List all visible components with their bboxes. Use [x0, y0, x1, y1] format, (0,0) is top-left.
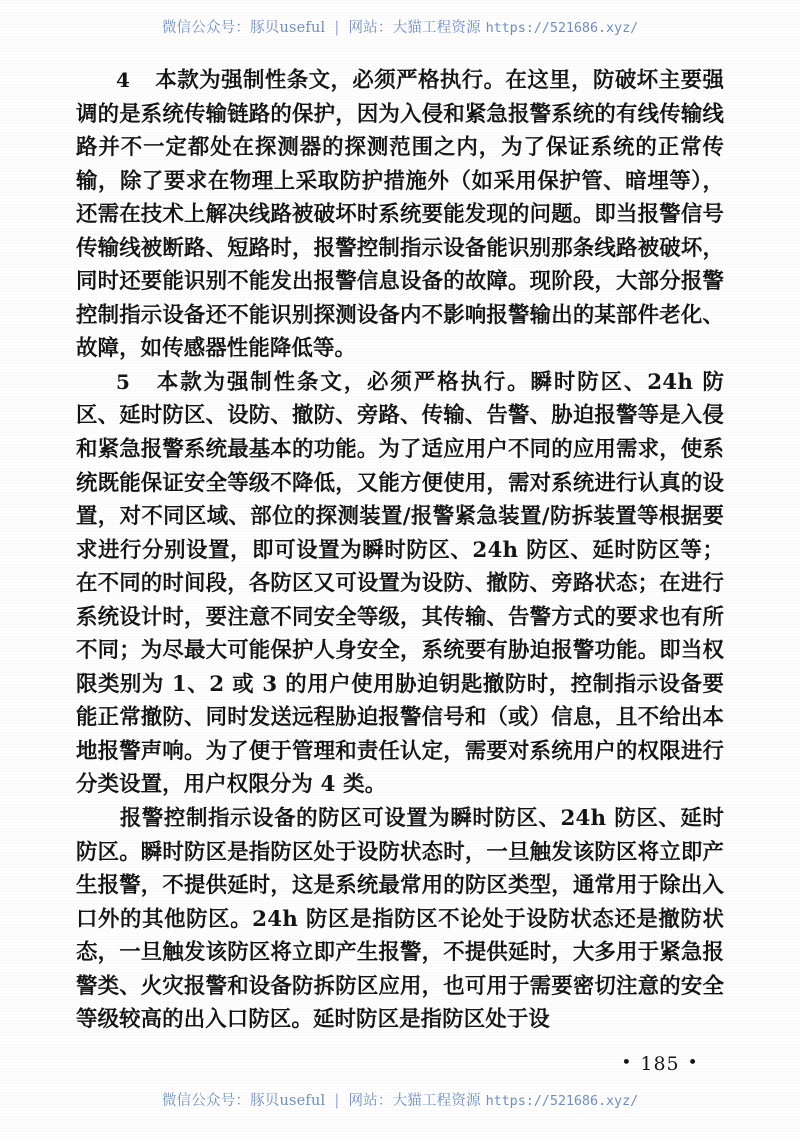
site-label: 网站： — [348, 20, 393, 36]
page-number-footer — [0, 1053, 800, 1075]
item-number: 4 — [116, 68, 131, 92]
wechat-label: 微信公众号： — [161, 20, 251, 36]
item-body: 本款为强制性条文，必须严格执行。在这里，防破坏主要强调的是系统传输链路的保护，因为入侵和紧急报警系统的有线传输线路并不一定都处在探测器的探测范围之内，为了保证系统的正常传输，除了要求在物理上采取防护措施外（如采用保护管、暗埋等），还需在技术上解决线路被破坏时系统要能发现的问题。即当报警信号传输线被断路、短路时，报警控制指示设备能识别那条线路被破坏，同时还要能识别不能发出报警信息设备的故障。现阶段，大部分报警控制指示设备还不能识别探测设备内不影响报警输出的某部件老化、故障，如传感器性能降低等。 — [76, 68, 724, 362]
closing-paragraph: 报警控制指示设备的防区可设置为瞬时防区、24h 防区、延时防区。瞬时防区是指防区处于设防状态时，一旦触发该防区将立即产生报警，不提供延时，这是系统最常用的防区类型，通常用于除出入口外的其他防区。24h 防区是指防区不论处于设防状态还是撤防状态，一旦触发该防区将立即产生报警，不提供延时，大多用于紧急报警类、火灾报警和设备防拆防区应用，也可用于需要密切注意的安全等级较高的出入口防区。延时防区是指防区处于设 — [76, 806, 724, 1033]
site-label: 网站： — [348, 1093, 393, 1109]
page-dot-right: • — [687, 1053, 699, 1073]
page-number-group — [613, 1053, 706, 1075]
watermark-footer — [0, 1089, 800, 1110]
wechat-account-name: 豚贝useful — [250, 1093, 326, 1109]
numbered-paragraph — [76, 366, 724, 802]
site-url: https://521686.xyz/ — [485, 1093, 639, 1109]
body-text-block — [76, 64, 724, 1037]
page-number: 185 — [640, 1053, 680, 1075]
site-name: 大猫工程资源 — [392, 20, 481, 36]
watermark-divider: | — [334, 20, 340, 36]
wechat-account-name: 豚贝useful — [250, 20, 326, 36]
site-name: 大猫工程资源 — [392, 1093, 481, 1109]
item-number: 5 — [116, 369, 131, 394]
page-dot-left: • — [621, 1053, 633, 1073]
wechat-label: 微信公众号： — [161, 1093, 251, 1109]
site-url: https://521686.xyz/ — [485, 20, 639, 36]
numbered-paragraph — [76, 64, 724, 366]
item-body: 本款为强制性条文，必须严格执行。瞬时防区、24h 防区、延时防区、设防、撤防、旁路、传输、告警、胁迫报警等是入侵和紧急报警系统最基本的功能。为了适应用户不同的应用需求，使系统既能保证安全等级不降低，又能方便使用，需对系统进行认真的设置，对不同区域、部位的探测装置/报警紧急装置/防拆装置等根据要求进行分别设置，即可设置为瞬时防区、24h 防区、延时防区等；在不同的时间段，各防区又可设置为设防、撤防、旁路状态；在进行系统设计时，要注意不同安全等级，其传输、告警方式的要求也有所不同；为尽最大可能保护人身安全，系统要有胁迫报警功能。即当权限类别为 1、2 或 3 的用户使用胁迫钥匙撤防时，控制指示设备要能正常撤防、同时发送远程胁迫报警信号和（或）信息，且不给出本地报警声响。为了便于管理和责任认定，需要对系统用户的权限进行分类设置，用户权限分为 4 类。 — [76, 369, 724, 798]
watermark-header — [0, 16, 800, 37]
watermark-divider: | — [334, 1093, 340, 1109]
